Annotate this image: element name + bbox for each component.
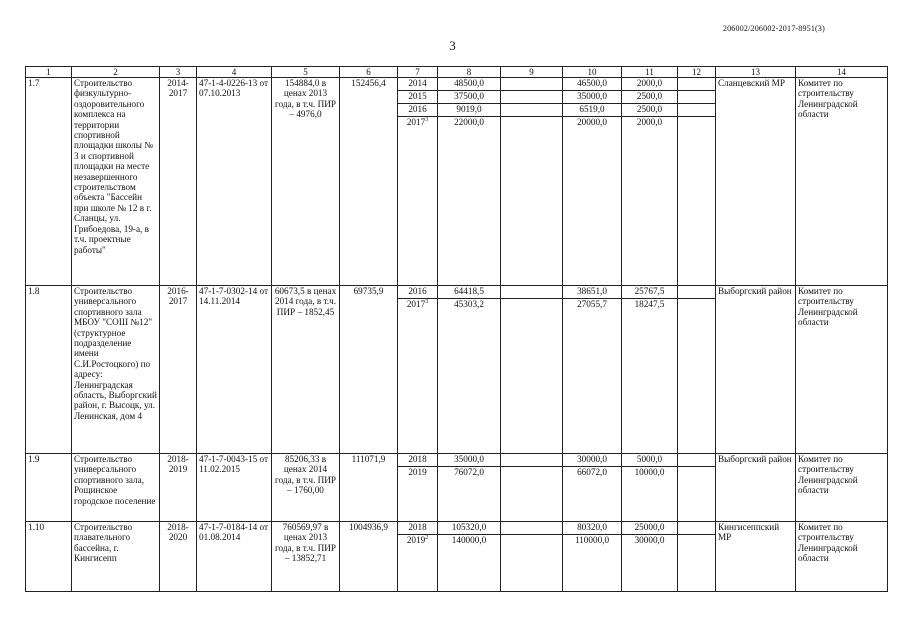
year: [398, 467, 437, 480]
col-12-value: [678, 286, 715, 299]
header-cell: 14: [796, 67, 888, 78]
year-text: 2019: [408, 467, 427, 477]
construction-years: 2014-2017: [160, 78, 197, 286]
header-cell: 10: [563, 67, 622, 78]
header-cell: 2: [72, 67, 160, 78]
year: [398, 104, 437, 117]
estimated-cost: 154884,0 в ценах 2013 года, в т.ч. ПИР – 4976,0: [272, 78, 340, 286]
col-10-value: [563, 91, 621, 104]
col-11-value-text: 10000,0: [634, 467, 665, 477]
col-9-value: [501, 454, 562, 467]
object-name: Строительство универсального спортивного зала, Рощинское городское поселение: [72, 454, 160, 522]
year-cell: [398, 454, 438, 522]
year: [398, 522, 437, 535]
col-9-value: [501, 104, 562, 117]
col-11-value-text: 25767,5: [634, 286, 665, 296]
header-cell: 11: [622, 67, 678, 78]
municipality: Выборгский район: [716, 454, 796, 522]
col-10-value: [563, 104, 621, 117]
col-8-value: [438, 299, 500, 312]
col-11-value: [622, 104, 677, 117]
col-12-value: [678, 104, 715, 117]
col-8-value: [438, 522, 500, 535]
expertise-reference: 47-1-7-0043-15 от 11.02.2015: [197, 454, 272, 522]
year-text: 2016: [408, 104, 427, 114]
col-12-value-cell: [678, 454, 716, 522]
col-10-value-text: 46500,0: [577, 78, 607, 88]
row-number: 1.10: [26, 522, 72, 592]
year-text: 2018: [408, 454, 427, 464]
col-11-value: [622, 286, 677, 299]
document-reference: 206002/206002-2017-8951(3): [722, 24, 825, 33]
col-12-value: [678, 522, 715, 535]
header-cell: 4: [197, 67, 272, 78]
col-10-value-cell: [563, 78, 622, 286]
col-10-value-cell: [563, 522, 622, 592]
estimated-cost: 60673,5 в ценах 2014 года, в т.ч. ПИР – 1852,45: [272, 286, 340, 454]
col-11-value-text: 2500,0: [636, 91, 663, 101]
col-10-value: [563, 117, 621, 130]
col-12-value: [678, 299, 715, 312]
table-row: [26, 454, 888, 522]
year-cell: [398, 522, 438, 592]
estimated-cost: 760569,97 в ценах 2013 года, в т.ч. ПИР – 13852,71: [272, 522, 340, 592]
col-11-value: [622, 467, 677, 480]
col-8-value-text: 9019,0: [456, 104, 482, 114]
col-10-value: [563, 522, 621, 535]
year-text: 2018: [408, 522, 427, 532]
col-8-value-text: 48500,0: [454, 78, 484, 88]
year: [398, 117, 437, 130]
table-row: [26, 78, 888, 286]
year: [398, 91, 437, 104]
col-9-value: [501, 299, 562, 312]
object-name: Строительство физкультурно-оздоровительного комплекса на территории спортивной площадки школы № 3 и спортивной площадки на месте незавершенного строительством объекта "Бассейн при школе № 12 в г. Сланцы, ул. Грибоедова, 19-а, в т.ч. проектные работы": [72, 78, 160, 286]
col-8-value-text: 140000,0: [451, 535, 487, 545]
col-9-value: [501, 117, 562, 130]
col-8-value: [438, 467, 500, 480]
col-10-value-cell: [563, 286, 622, 454]
responsible-body: Комитет по строительству Ленинградской области: [796, 286, 888, 454]
header-cell: 6: [340, 67, 398, 78]
page-number: 3: [449, 38, 456, 53]
col-12-value-cell: [678, 522, 716, 592]
year-cell: [398, 286, 438, 454]
header-cell: 5: [272, 67, 340, 78]
col-10-value-cell: [563, 454, 622, 522]
col-11-value-text: 25000,0: [634, 522, 665, 532]
header-cell: 9: [501, 67, 563, 78]
col-11-value: [622, 78, 677, 91]
year: [398, 454, 437, 467]
construction-years: 2018-2019: [160, 454, 197, 522]
col-8-value-cell: [438, 522, 501, 592]
col-8-value-text: 37500,0: [454, 91, 484, 101]
col-10-value: [563, 286, 621, 299]
expertise-reference: 47-1-4-0226-13 от 07.10.2013: [197, 78, 272, 286]
col-11-value-text: 30000,0: [634, 535, 665, 545]
col-10-value-text: 27055,7: [577, 299, 607, 309]
municipality: Кингисеппский МР: [716, 522, 796, 592]
header-cell: 8: [438, 67, 501, 78]
year-text: 2015: [408, 91, 427, 101]
col-8-value: [438, 104, 500, 117]
year-text: 2017: [406, 299, 426, 309]
col-12-value: [678, 91, 715, 104]
footnote-marker: 3: [425, 116, 429, 123]
header-cell: 1: [26, 67, 72, 78]
year: [398, 299, 437, 312]
responsible-body: Комитет по строительству Ленинградской области: [796, 78, 888, 286]
col-6-value: 1004936,9: [340, 522, 398, 592]
municipality: Выборгский район: [716, 286, 796, 454]
construction-years: 2016-2017: [160, 286, 197, 454]
footnote-marker: 2: [425, 534, 429, 541]
col-9-value: [501, 467, 562, 480]
col-11-value-text: 2000,0: [636, 117, 663, 127]
col-11-value-cell: [622, 454, 678, 522]
col-9-value: [501, 91, 562, 104]
col-11-value: [622, 454, 677, 467]
col-10-value-text: 110000,0: [574, 535, 610, 545]
col-9-value: [501, 522, 562, 535]
year-text: 2017: [406, 117, 426, 127]
col-11-value-cell: [622, 78, 678, 286]
col-10-value-text: 66072,0: [577, 467, 607, 477]
col-9-value-cell: [501, 522, 563, 592]
col-11-value-text: 2000,0: [636, 78, 663, 88]
header-cell: 12: [678, 67, 716, 78]
construction-years: 2018-2020: [160, 522, 197, 592]
col-8-value: [438, 454, 500, 467]
col-6-value: 152456,4: [340, 78, 398, 286]
row-number: 1.9: [26, 454, 72, 522]
col-11-value: [622, 91, 677, 104]
col-8-value-text: 22000,0: [454, 117, 484, 127]
col-10-value-text: 80320,0: [577, 522, 607, 532]
col-11-value-text: 5000,0: [636, 454, 663, 464]
header-row: [26, 67, 888, 78]
col-9-value-cell: [501, 286, 563, 454]
col-12-value: [678, 117, 715, 130]
col-8-value-text: 64418,5: [454, 286, 484, 296]
year-text: 2016: [408, 286, 427, 296]
col-10-value: [563, 78, 621, 91]
col-8-value-cell: [438, 286, 501, 454]
year: [398, 286, 437, 299]
header-cell: 7: [398, 67, 438, 78]
col-12-value: [678, 454, 715, 467]
col-12-value: [678, 535, 715, 548]
col-9-value: [501, 535, 562, 548]
col-10-value: [563, 535, 621, 548]
col-8-value-cell: [438, 454, 501, 522]
col-11-value: [622, 535, 677, 548]
col-9-value: [501, 78, 562, 91]
header-cell: 3: [160, 67, 197, 78]
year-text: 2014: [408, 78, 427, 88]
col-6-value: 111071,9: [340, 454, 398, 522]
col-8-value-text: 76072,0: [454, 467, 484, 477]
col-8-value-text: 35000,0: [454, 454, 484, 464]
col-10-value-text: 6519,0: [579, 104, 605, 114]
expertise-reference: 47-1-7-0302-14 от 14.11.2014: [197, 286, 272, 454]
year: [398, 78, 437, 91]
col-11-value: [622, 117, 677, 130]
col-10-value-text: 30000,0: [577, 454, 607, 464]
col-12-value-cell: [678, 78, 716, 286]
municipality: Сланцевский МР: [716, 78, 796, 286]
row-number: 1.8: [26, 286, 72, 454]
col-12-value: [678, 467, 715, 480]
col-8-value-cell: [438, 78, 501, 286]
year-cell: [398, 78, 438, 286]
col-8-value: [438, 78, 500, 91]
footnote-marker: 3: [425, 298, 429, 305]
col-10-value: [563, 299, 621, 312]
col-8-value-text: 105320,0: [451, 522, 487, 532]
table-row: [26, 286, 888, 454]
col-10-value-text: 38651,0: [577, 286, 607, 296]
header-cell: 13: [716, 67, 796, 78]
col-9-value-cell: [501, 454, 563, 522]
col-11-value: [622, 299, 677, 312]
col-8-value: [438, 286, 500, 299]
table-row: [26, 522, 888, 592]
col-10-value: [563, 467, 621, 480]
col-9-value: [501, 286, 562, 299]
col-11-value: [622, 522, 677, 535]
col-11-value-text: 18247,5: [634, 299, 665, 309]
col-9-value-cell: [501, 78, 563, 286]
responsible-body: Комитет по строительству Ленинградской области: [796, 454, 888, 522]
responsible-body: Комитет по строительству Ленинградской области: [796, 522, 888, 592]
col-12-value-cell: [678, 286, 716, 454]
col-8-value: [438, 117, 500, 130]
col-11-value-text: 2500,0: [636, 104, 663, 114]
object-name: Строительство универсального спортивного зала МБОУ "СОШ №12" (структурное подразделение имени С.И.Ростоцкого) по адресу: Ленинградская область, Выборгский район, г. Высоцк, ул. Ленинская, дом 4: [72, 286, 160, 454]
col-10-value-text: 20000,0: [577, 117, 607, 127]
col-10-value-text: 35000,0: [577, 91, 607, 101]
object-name: Строительство плавательного бассейна, г. Кингисепп: [72, 522, 160, 592]
expertise-reference: 47-1-7-0184-14 от 01.08.2014: [197, 522, 272, 592]
col-6-value: 69735,9: [340, 286, 398, 454]
estimated-cost: 85206,33 в ценах 2014 года, в т.ч. ПИР – 1760,00: [272, 454, 340, 522]
col-8-value-text: 45303,2: [454, 299, 484, 309]
col-8-value: [438, 535, 500, 548]
col-12-value: [678, 78, 715, 91]
program-table: [25, 66, 888, 592]
col-11-value-cell: [622, 286, 678, 454]
col-11-value-cell: [622, 522, 678, 592]
col-10-value: [563, 454, 621, 467]
year: [398, 535, 437, 548]
col-8-value: [438, 91, 500, 104]
row-number: 1.7: [26, 78, 72, 286]
year-text: 2019: [406, 535, 426, 545]
